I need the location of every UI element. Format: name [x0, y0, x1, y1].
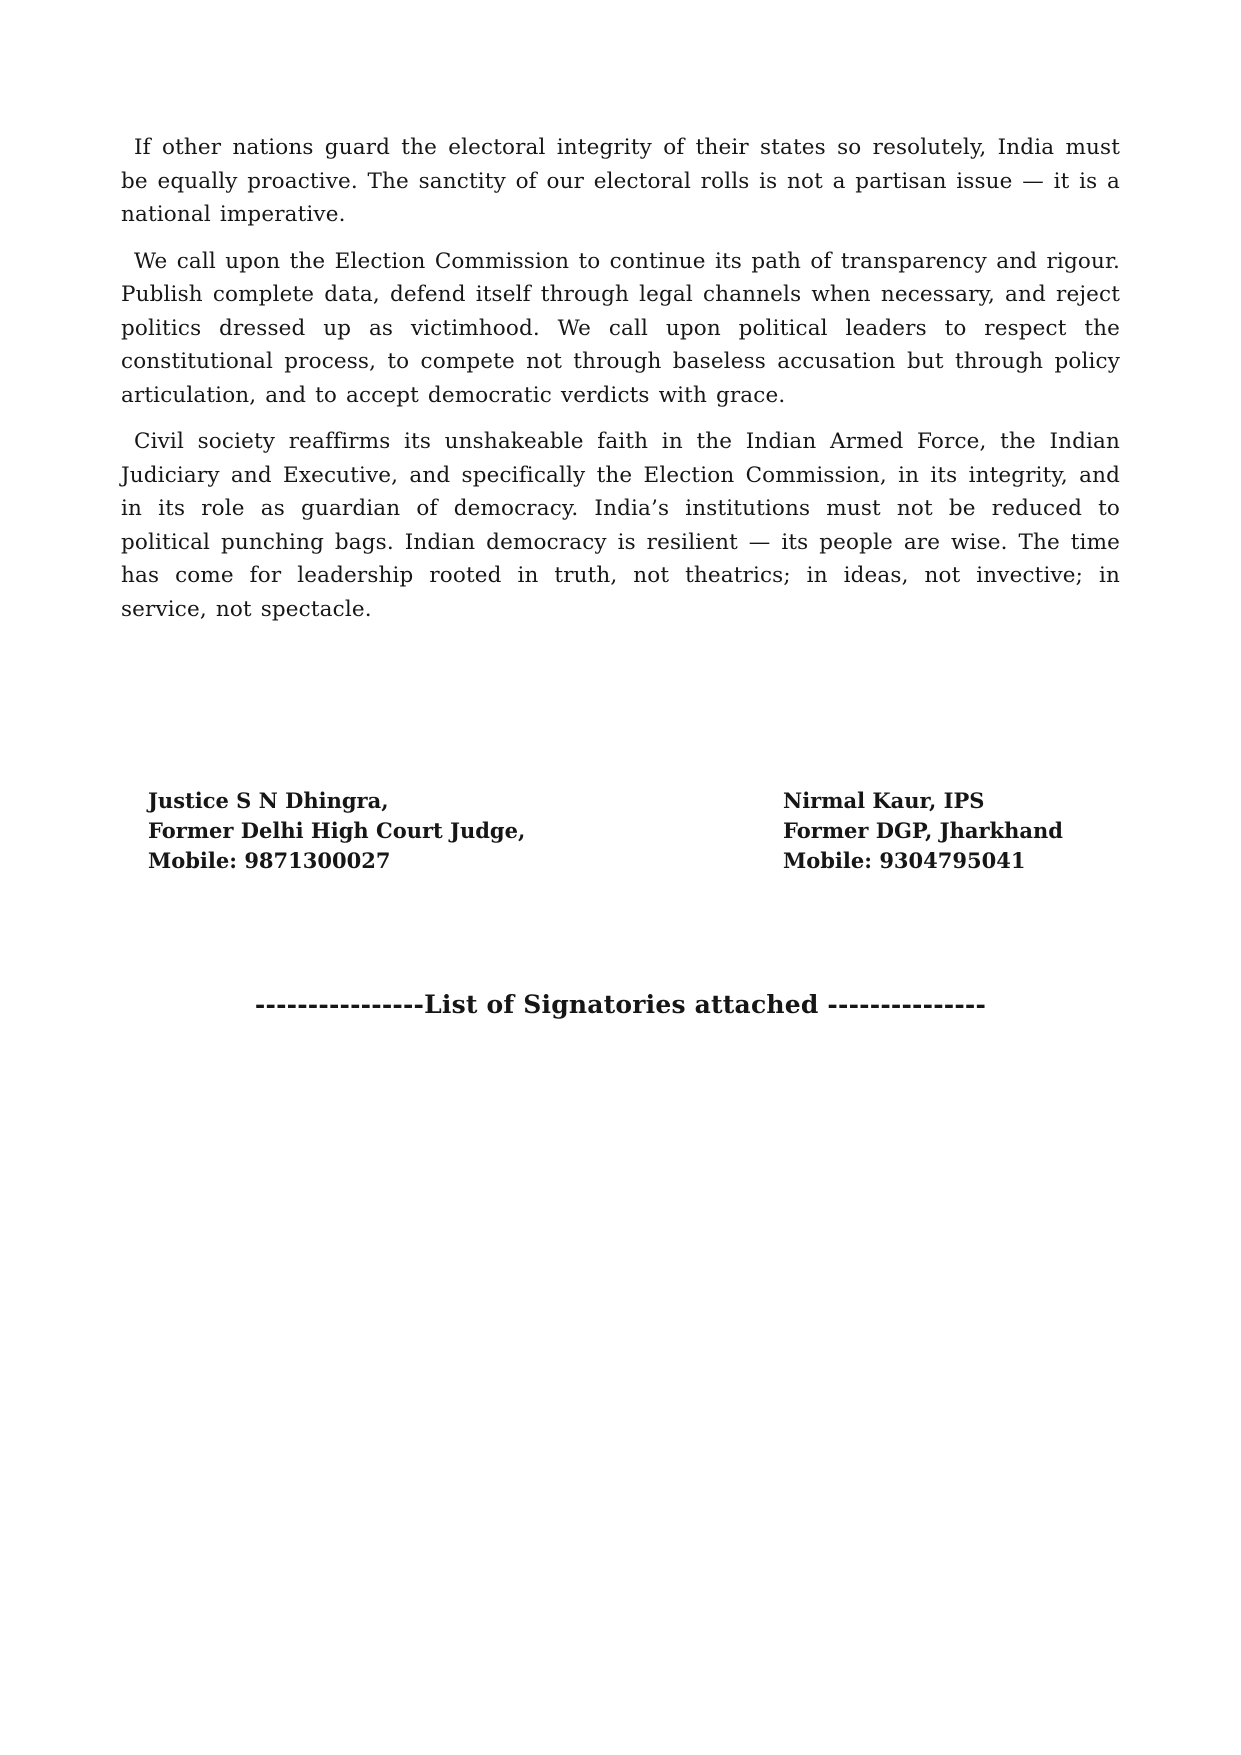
signatory-mobile: Mobile: 9871300027	[148, 848, 391, 873]
body-paragraph-3: Civil society reaffirms its unshakeable faith in the Indian Armed Force, the Indian Judiciary and Executive, and specifically the Election Commission, in its integrity, and in its role as guardian of democracy. India’s institutions must not be reduced to political punching bags. Indian democracy is resilient — its people are wise. The time has come for leadership rooted in truth, not theatrics; in ideas, not invective; in service, not spectacle.	[121, 429, 1120, 622]
signatory-name: Nirmal Kaur, IPS	[783, 788, 985, 813]
signatory-name: Justice S N Dhingra,	[148, 788, 389, 813]
signatory-right	[783, 786, 1128, 876]
signatory-title: Former Delhi High Court Judge,	[148, 818, 526, 843]
signatories-attached-note: ----------------List of Signatories attached ---------------	[254, 990, 987, 1019]
signature-block	[148, 786, 1128, 876]
letter-body	[121, 131, 1120, 639]
signatory-title: Former DGP, Jharkhand	[783, 818, 1063, 843]
body-paragraph-1: If other nations guard the electoral integrity of their states so resolutely, India must be equally proactive. The sanctity of our electoral rolls is not a partisan issue — it is a national imperative.	[121, 135, 1120, 227]
signatory-left	[148, 786, 783, 876]
signatory-mobile: Mobile: 9304795041	[783, 848, 1026, 873]
body-paragraph-2: We call upon the Election Commission to continue its path of transparency and rigour. Publish complete data, defend itself through legal channels when necessary, and reject politics dressed up as victimhood. We call upon political leaders to respect the constitutional process, to compete not through baseless accusation but through policy articulation, and to accept democratic verdicts with grace.	[121, 248, 1120, 408]
